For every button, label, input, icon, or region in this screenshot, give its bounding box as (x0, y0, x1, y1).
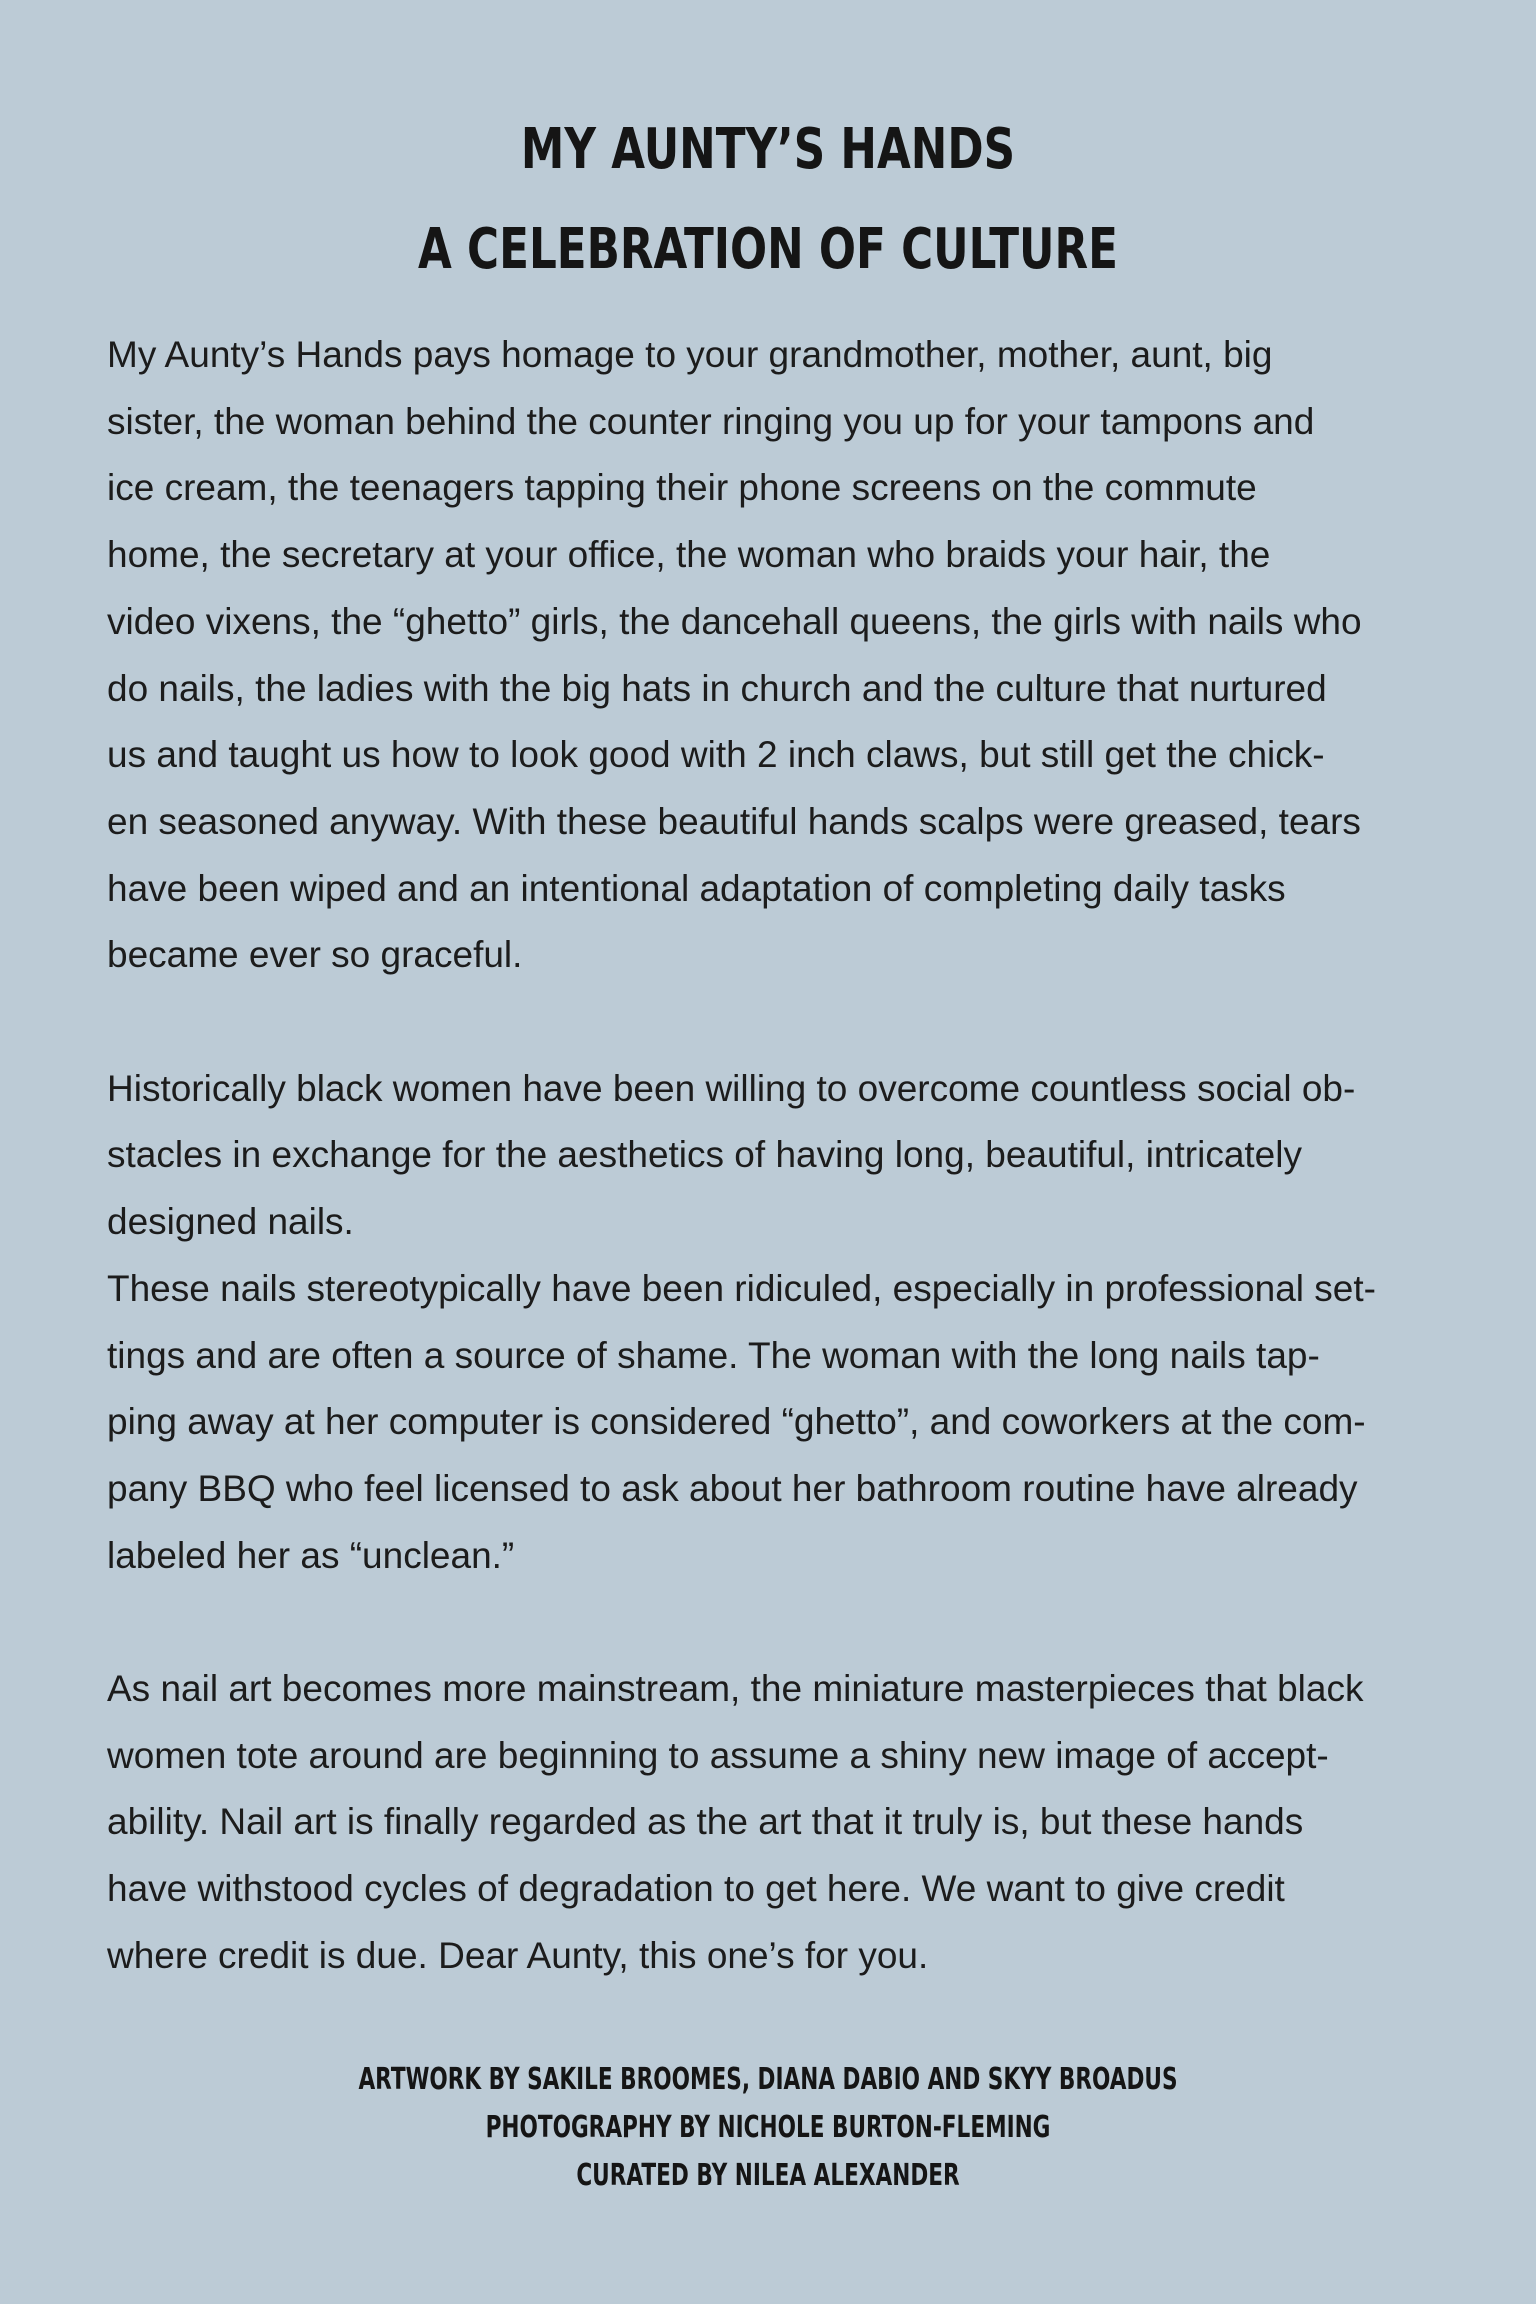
text-line: Historically black women have been willing to overcome countless social ob- (107, 1067, 1356, 1109)
text-line: have been wiped and an intentional adaptation of completing daily tasks (107, 867, 1286, 909)
text-line: where credit is due. Dear Aunty, this one’s for you. (107, 1934, 929, 1976)
text-line: video vixens, the “ghetto” girls, the dancehall queens, the girls with nails who (107, 600, 1362, 642)
text-line: labeled her as “unclean.” (107, 1534, 515, 1576)
artwork-credit: ARTWORK BY SAKILE BROOMES, DIANA DABIO AND SKYY BROADUS (358, 2062, 1178, 2097)
title-line-2: A CELEBRATION OF CULTURE (418, 217, 1118, 282)
paragraph-2 (107, 1056, 1447, 1590)
text-line: us and taught us how to look good with 2 inch claws, but still get the chick- (107, 734, 1325, 776)
body-text (107, 322, 1447, 1990)
text-line: ability. Nail art is finally regarded as the art that it truly is, but these hands (107, 1801, 1304, 1843)
curator-credit: CURATED BY NILEA ALEXANDER (576, 2158, 960, 2193)
text-line: As nail art becomes more mainstream, the miniature masterpieces that black (107, 1668, 1364, 1710)
page-title (0, 100, 1536, 300)
text-line: home, the secretary at your office, the woman who braids your hair, the (107, 534, 1271, 576)
text-line: My Aunty’s Hands pays homage to your grandmother, mother, aunt, big (107, 334, 1273, 375)
text-line: pany BBQ who feel licensed to ask about her bathroom routine have already (107, 1467, 1358, 1509)
text-line: tings and are often a source of shame. The woman with the long nails tap- (107, 1334, 1320, 1376)
paragraph-spacer (107, 1589, 1447, 1656)
title-line-1: MY AUNTY’S HANDS (520, 117, 1016, 182)
text-line: have withstood cycles of degradation to get here. We want to give credit (107, 1868, 1285, 1910)
text-line: These nails stereotypically have been ridiculed, especially in professional set- (107, 1267, 1376, 1309)
text-line: do nails, the ladies with the big hats in church and the culture that nurtured (107, 667, 1327, 709)
text-line: women tote around are beginning to assume a shiny new image of accept- (107, 1734, 1329, 1776)
text-line: became ever so graceful. (107, 934, 523, 976)
credits-block (0, 2056, 1536, 2200)
text-line: ping away at her computer is considered “ghetto”, and coworkers at the com- (107, 1401, 1366, 1443)
paragraph-spacer (107, 989, 1447, 1056)
text-line: sister, the woman behind the counter ringing you up for your tampons and (107, 400, 1315, 442)
text-line: designed nails. (107, 1201, 354, 1243)
text-line: en seasoned anyway. With these beautiful hands scalps were greased, tears (107, 800, 1361, 842)
paragraph-1 (107, 322, 1447, 989)
text-line: stacles in exchange for the aesthetics of having long, beautiful, intricately (107, 1134, 1302, 1176)
photography-credit: PHOTOGRAPHY BY NICHOLE BURTON-FLEMING (485, 2110, 1051, 2145)
paragraph-3 (107, 1656, 1447, 1990)
text-line: ice cream, the teenagers tapping their phone screens on the commute (107, 467, 1257, 509)
